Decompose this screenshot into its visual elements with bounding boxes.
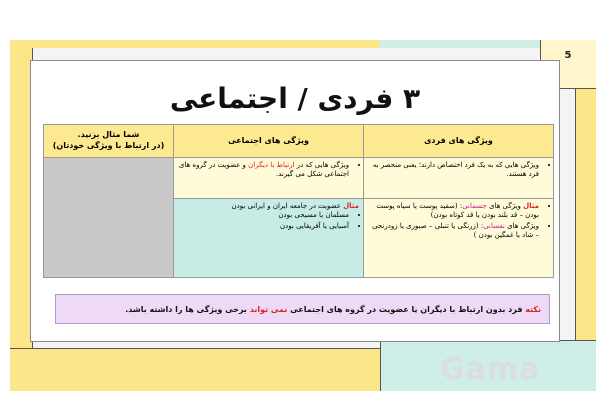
cell-individual-examples	[364, 199, 554, 278]
list-item: • ویژگی هایی که در ارتباط با دیگران و عضویت در گروه های اجتماعی شکل می گیرند.	[178, 161, 349, 180]
list-item: • مسلمان یا مسیحی بودن	[178, 211, 349, 220]
header-individual: ویژگی های فردی	[364, 125, 554, 158]
decor-band-bottom-yellow	[10, 348, 380, 391]
comparison-table	[43, 124, 554, 278]
highlight-text: ارتباط با دیگران	[248, 161, 295, 169]
note-label: نکته	[525, 304, 541, 314]
cell-social-examples	[174, 199, 364, 278]
decor-band-top-yellow	[10, 40, 380, 48]
note-highlight: نمی تواند	[249, 304, 288, 314]
page-number: 5	[564, 50, 572, 61]
header-example-line2: (در ارتباط با ویژگی خودتان)	[52, 141, 165, 150]
decor-strip-right	[575, 88, 596, 340]
list-item: • ویژگی های نفسانی: (زرنگی یا تنبلی – صبوری یا زودرنجی – شاد یا غمگین بودن )	[368, 222, 539, 241]
social-example-intro: مثال عضویت در جامعه ایران و ایرانی بودن	[231, 202, 359, 210]
cell-user-example	[44, 158, 174, 278]
decor-band-top-teal	[380, 40, 540, 48]
table-row	[44, 158, 554, 199]
page-title: ۳ فردی / اجتماعی	[169, 82, 421, 115]
example-label: مثال	[343, 202, 359, 210]
table-header-row	[44, 125, 554, 158]
list-item: • ویژگی هایی که به یک فرد اختصاص دارند؛ یعنی منحصر به فرد هستند.	[368, 161, 539, 180]
cell-individual-definition	[364, 158, 554, 199]
header-example-line1: شما مثال بزنید.	[77, 130, 140, 140]
example-label: مثال	[523, 202, 539, 210]
list-item: • مثال ویژگی های جسمانی: (سفید پوست یا سیاه پوست بودن – قد بلند بودن یا قد کوتاه بودن)	[368, 202, 539, 221]
note-box: نکته فرد بدون ارتباط با دیگران یا عضویت در گروه های اجتماعی نمی تواند برخی ویژگی ها را داشته باشد.	[55, 294, 550, 324]
header-example	[44, 125, 174, 158]
header-social: ویژگی های اجتماعی	[174, 125, 364, 158]
cell-social-definition	[174, 158, 364, 199]
list-item: • آسیایی یا آفریقایی بودن	[178, 222, 349, 231]
watermark-logo: Gama	[440, 352, 541, 387]
